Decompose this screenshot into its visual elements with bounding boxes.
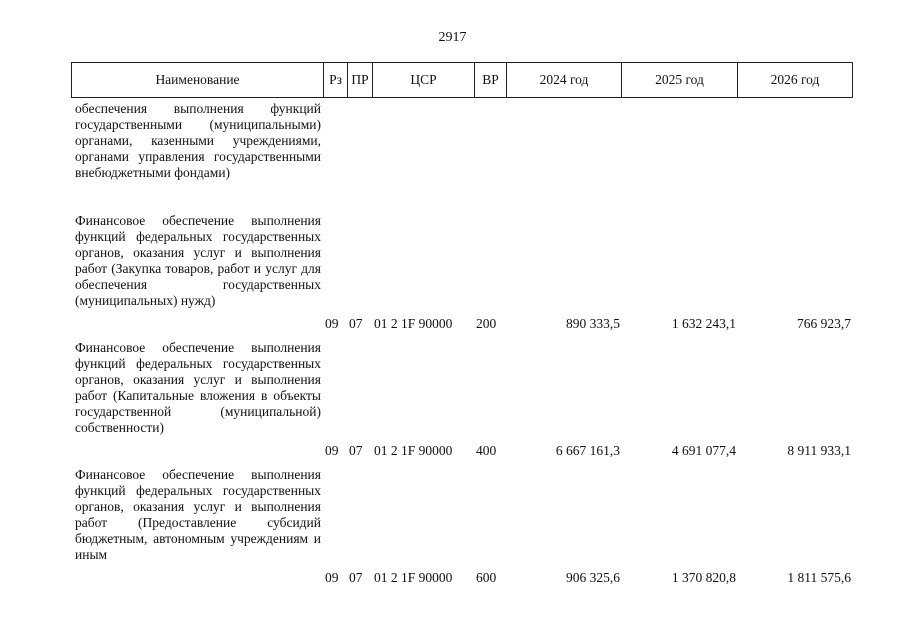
row-rz: 09 (325, 443, 339, 458)
row-2024: 6 667 161,3 (555, 443, 620, 458)
row-csr: 01 2 1F 90000 (374, 443, 453, 458)
column-header-vr: ВР (475, 63, 507, 97)
row-pr: 07 (349, 443, 363, 458)
row-vr: 200 (476, 316, 497, 331)
column-header-2024: 2024 год (507, 63, 622, 97)
row-2025: 4 691 077,4 (671, 443, 736, 458)
row-csr: 01 2 1F 90000 (374, 316, 453, 331)
row-name: Финансовое обеспечение выполнения функций федеральных государственных органов, оказания услуг и выполнения работ (Предоставление субсидий бюджетным, автономным учреждениям и иным (75, 467, 321, 562)
row-vr: 400 (476, 443, 497, 458)
column-header-csr: ЦСР (373, 63, 475, 97)
column-header-2025: 2025 год (622, 63, 738, 97)
row-name: Финансовое обеспечение выполнения функций федеральных государственных органов, оказания услуг и выполнения работ (Закупка товаров, работ и услуг для обеспечения государственных (муниципальных) нужд) (75, 213, 321, 308)
row-csr: 01 2 1F 90000 (374, 570, 453, 585)
row-2026: 1 811 575,6 (787, 570, 851, 585)
row-2024: 906 325,6 (566, 570, 620, 585)
row-vr: 600 (476, 570, 497, 585)
row-rz: 09 (325, 316, 339, 331)
row-rz: 09 (325, 570, 339, 585)
row-2025: 1 632 243,1 (671, 316, 736, 331)
column-header-pr: ПР (348, 63, 373, 97)
row-name: обеспечения выполнения функций государственными (муниципальными) органами, казенными учреждениями, органами управления государственными внебюджетными фондами) (75, 101, 321, 180)
row-2026: 766 923,7 (797, 316, 851, 331)
row-name: Финансовое обеспечение выполнения функций федеральных государственных органов, оказания услуг и выполнения работ (Капитальные вложения в объекты государственной (муниципальной) собственности) (75, 340, 321, 435)
column-header-rz: Рз (324, 63, 348, 97)
column-header-name: Наименование (72, 63, 324, 97)
row-2026: 8 911 933,1 (787, 443, 851, 458)
row-2025: 1 370 820,8 (671, 570, 736, 585)
row-pr: 07 (349, 570, 363, 585)
row-pr: 07 (349, 316, 363, 331)
column-header-2026: 2026 год (770, 72, 820, 87)
table-header (71, 62, 853, 98)
page-number: 2917 (438, 30, 467, 45)
row-2024: 890 333,5 (566, 316, 620, 331)
